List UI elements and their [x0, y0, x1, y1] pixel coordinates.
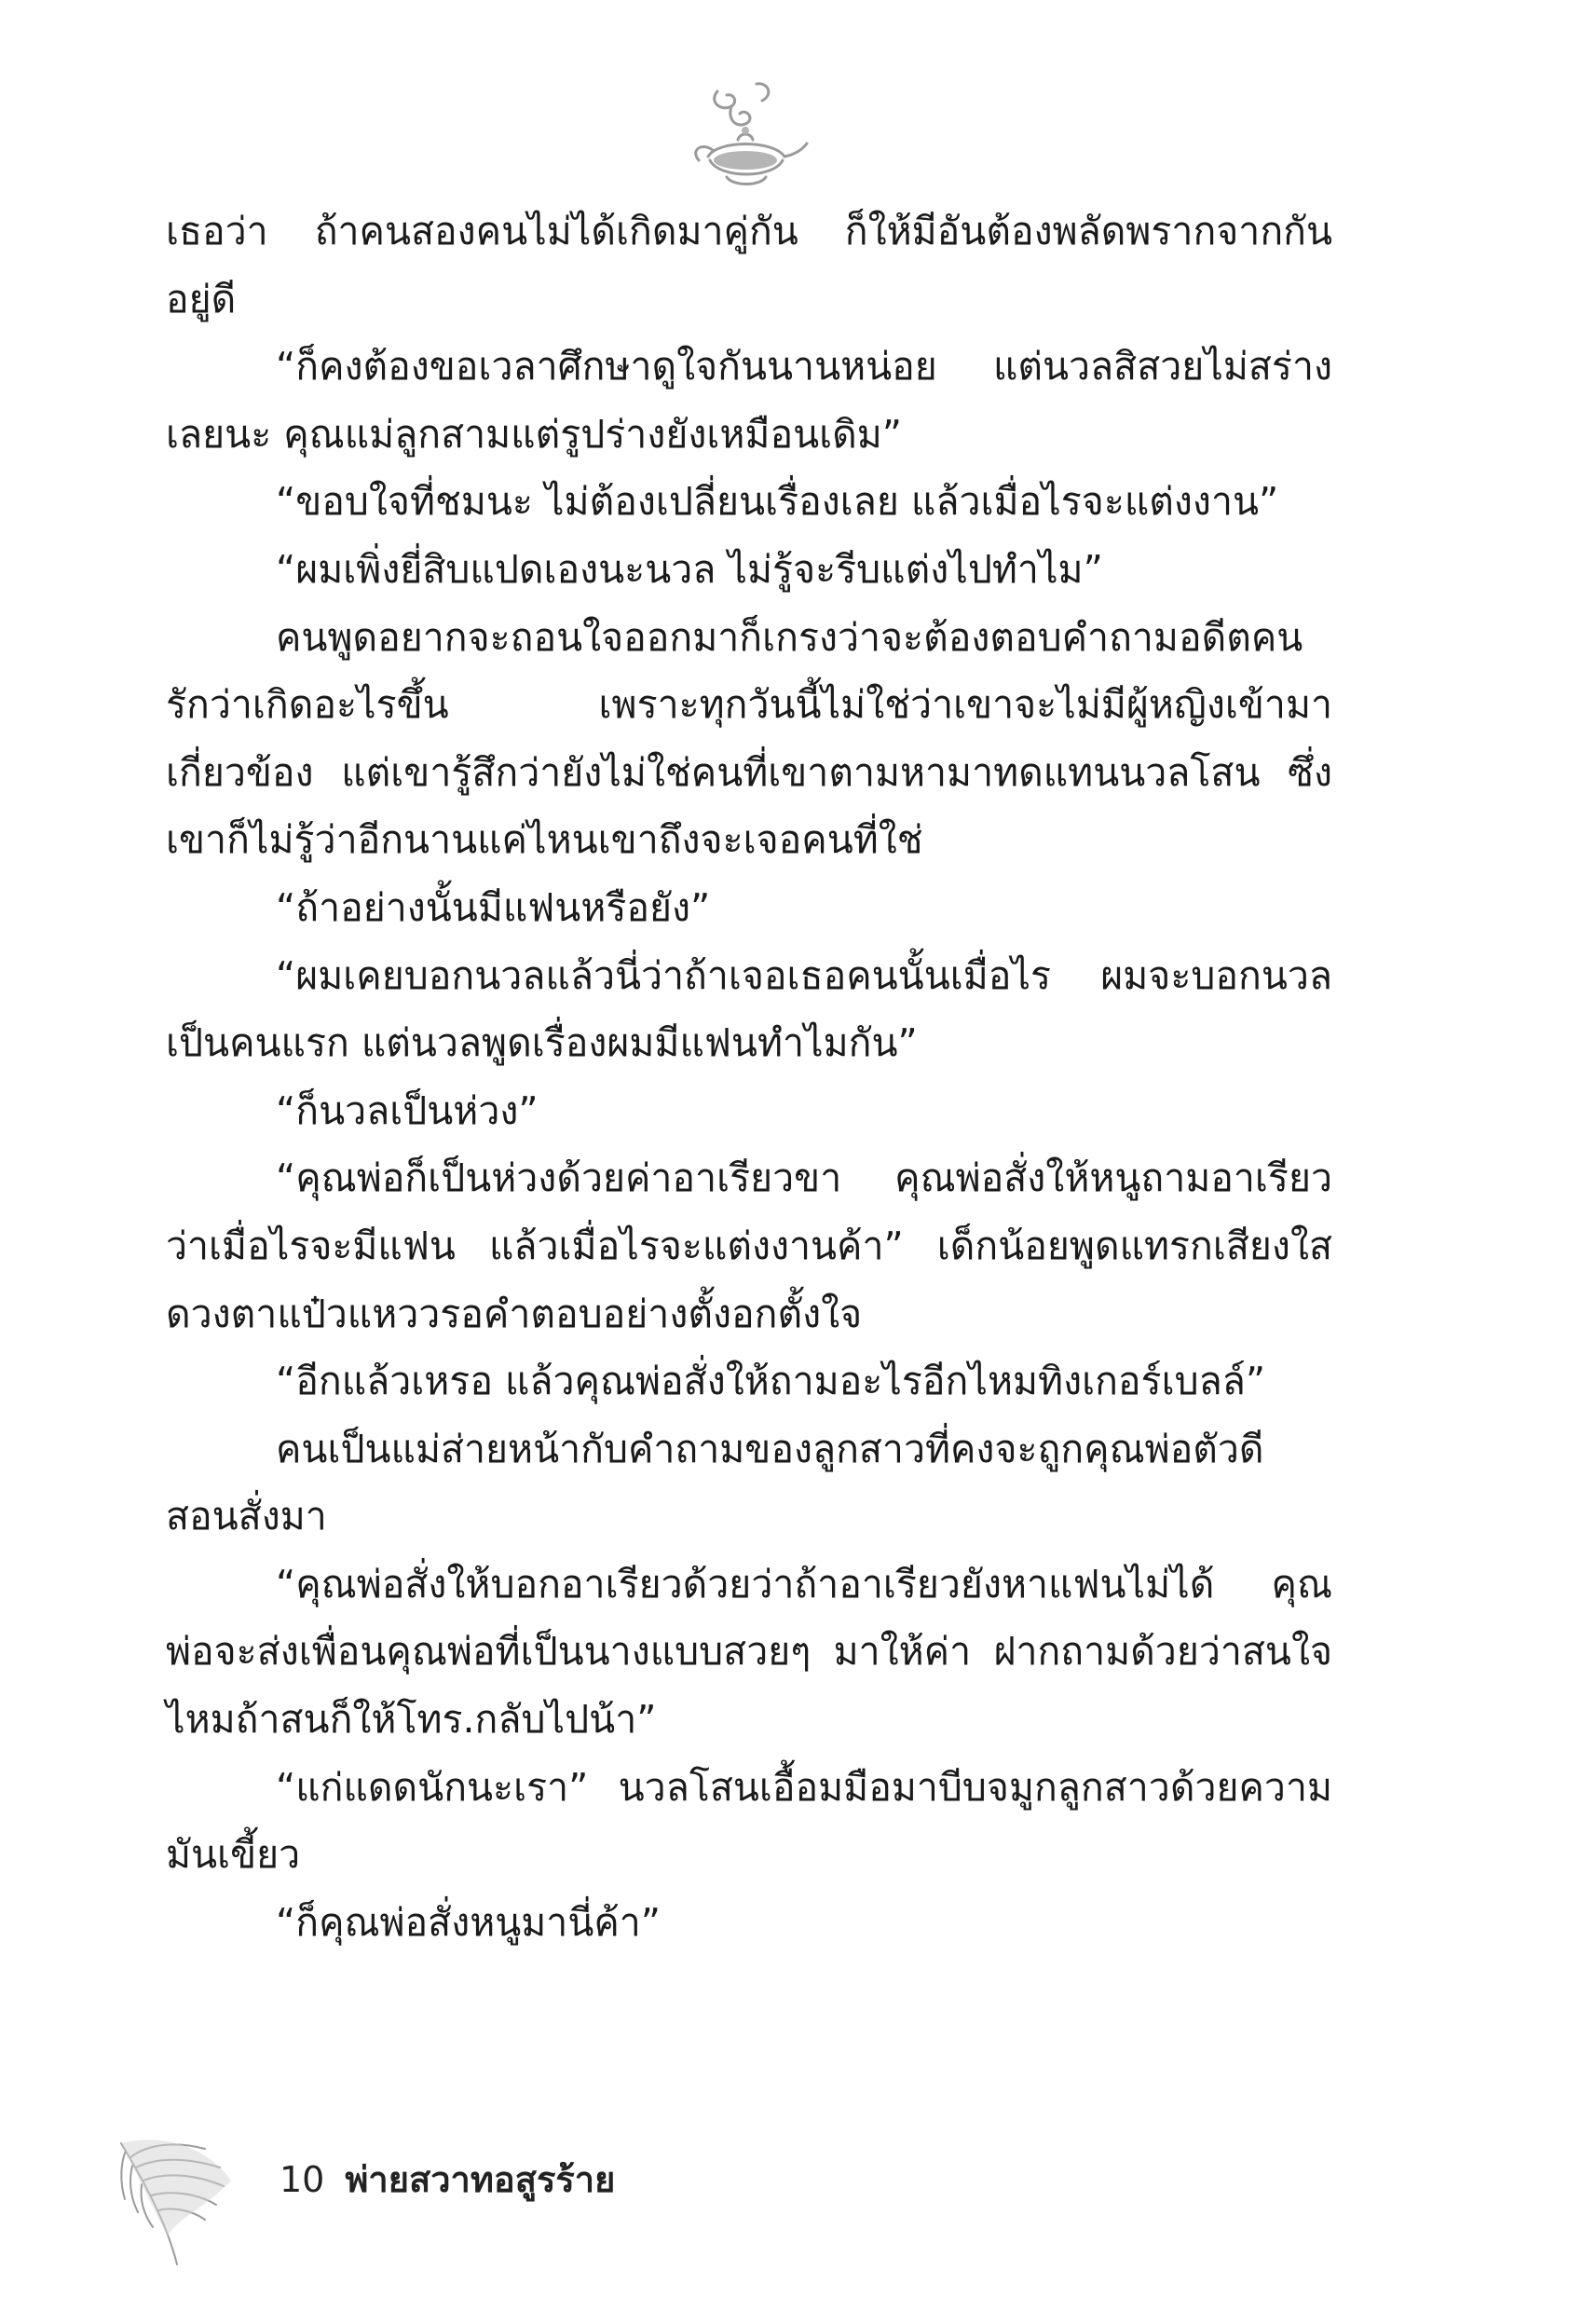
paragraph: “อีกแล้วเหรอ แล้วคุณพ่อสั่งให้ถามอะไรอีกไหมทิงเกอร์เบลล์”: [276, 1359, 1266, 1404]
genie-lamp-icon: [680, 75, 811, 191]
paragraph: “ก็คงต้องขอเวลาศึกษาดูใจกันนานหน่อย แต่นวลสิสวยไม่สร่างเลยนะ คุณแม่ลูกสามแต่รูปร่างยังเหมือนเดิม”: [166, 344, 1332, 457]
paragraph: “คุณพ่อก็เป็นห่วงด้วยค่าอาเรียวขา คุณพ่อสั่งให้หนูถามอาเรียวว่าเมื่อไรจะมีแฟน แล้วเมื่อไรจะแต่งงานค้า” เด็กน้อยพูดแทรกเสียงใสดวงตาแป๋วแหววรอคำตอบอย่างตั้งอกตั้งใจ: [166, 1156, 1332, 1336]
paragraph: “แก่แดดนักนะเรา” นวลโสนเอื้อมมือมาบีบจมูกลูกสาวด้วยความมันเขี้ยว: [166, 1764, 1332, 1878]
paragraph: “ก็คุณพ่อสั่งหนูมานี่ค้า”: [276, 1899, 662, 1945]
footer-running-head: [280, 2151, 615, 2208]
paragraph: “คุณพ่อสั่งให้บอกอาเรียวด้วยว่าถ้าอาเรียวยังหาแฟนไม่ได้ คุณพ่อจะส่งเพื่อนคุณพ่อที่เป็นนางแบบสวยๆ มาให้ค่า ฝากถามด้วยว่าสนใจไหมถ้าสนก็ให้โทร.กลับไปน้า”: [166, 1561, 1332, 1743]
paragraph: เธอว่า ถ้าคนสองคนไม่ได้เกิดมาคู่กัน ก็ให้มีอันต้องพลัดพรากจากกันอยู่ดี: [166, 209, 1332, 321]
feather-icon: [112, 2106, 252, 2274]
page-footer: [112, 2106, 764, 2292]
paragraph: “ถ้าอย่างนั้นมีแฟนหรือยัง”: [276, 884, 711, 930]
paragraph: คนพูดอยากจะถอนใจออกมาก็เกรงว่าจะต้องตอบคำถามอดีตคนรักว่าเกิดอะไรขึ้น เพราะทุกวันนี้ไม่ใช่ว่าเขาจะไม่มีผู้หญิงเข้ามาเกี่ยวข้อง แต่เขารู้สึกว่ายังไม่ใช่คนที่เขาตามหามาทดแทนนวลโสน ซึ่งเขาก็ไม่รู้ว่าอีกนานแค่ไหนเขาถึงจะเจอคนที่ใช่: [166, 614, 1332, 863]
page-number: 10: [280, 2159, 325, 2200]
page-body-text: [166, 198, 1332, 1956]
paragraph: “ผมเพิ่งยี่สิบแปดเองนะนวล ไม่รู้จะรีบแต่งไปทำไม”: [276, 546, 1103, 592]
paragraph: “ขอบใจที่ชมนะ ไม่ต้องเปลี่ยนเรื่องเลย แล้วเมื่อไรจะแต่งงาน”: [276, 479, 1279, 525]
paragraph: คนเป็นแม่ส่ายหน้ากับคำถามของลูกสาวที่คงจะถูกคุณพ่อตัวดีสอนสั่งมา: [166, 1426, 1264, 1539]
book-title: พ่ายสวาทอสูรร้าย: [345, 2159, 616, 2200]
paragraph: “ผมเคยบอกนวลแล้วนี่ว่าถ้าเจอเธอคนนั้นเมื่อไร ผมจะบอกนวลเป็นคนแรก แต่นวลพูดเรื่องผมมีแฟนทำไมกัน”: [166, 952, 1332, 1066]
paragraph: “ก็นวลเป็นห่วง”: [276, 1087, 539, 1133]
